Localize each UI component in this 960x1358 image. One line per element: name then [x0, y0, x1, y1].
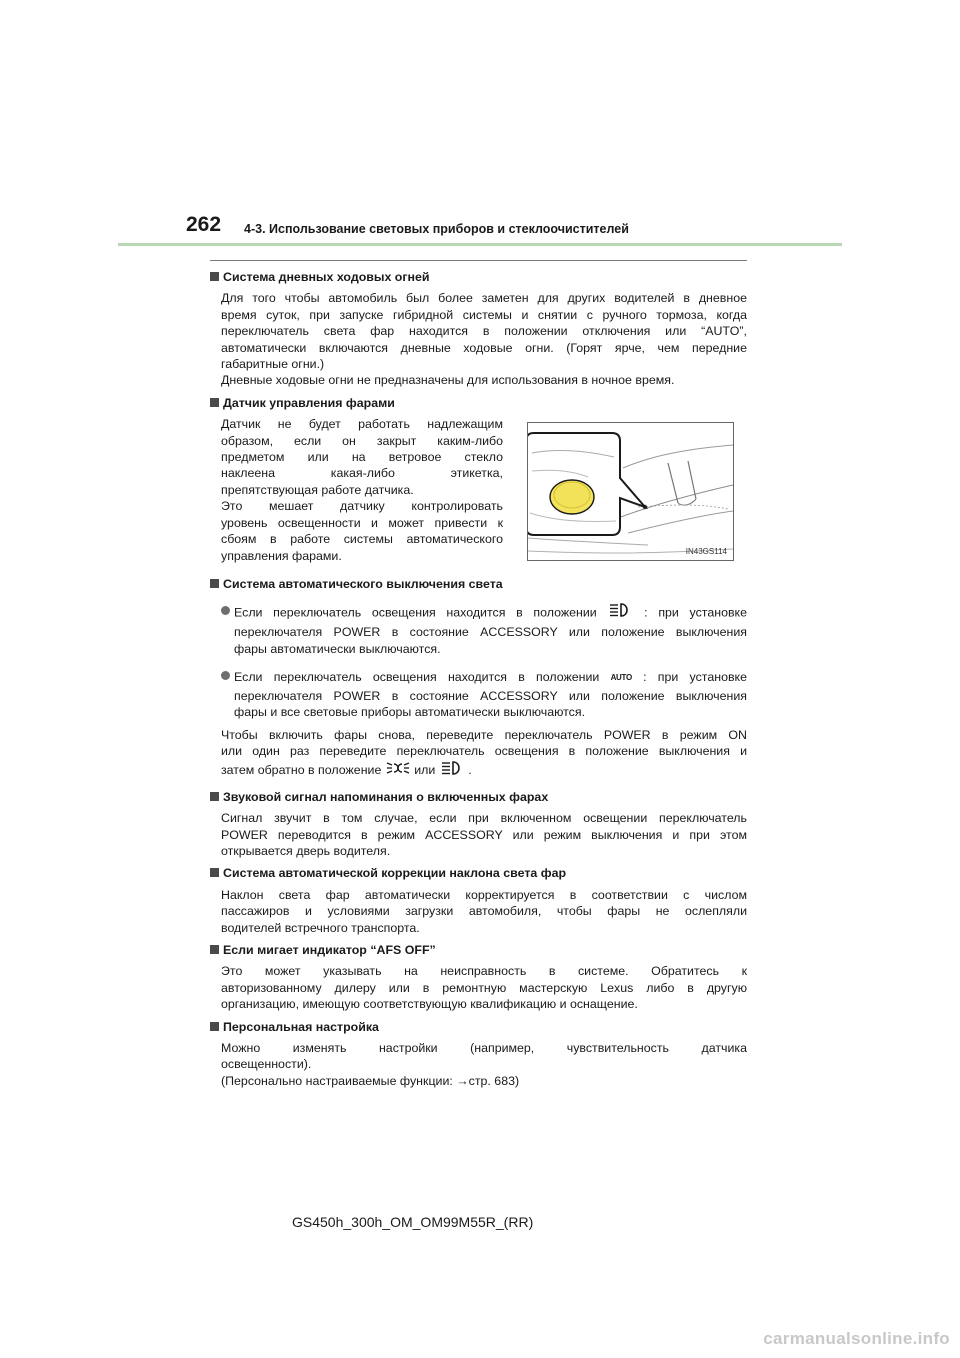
text-line: фары автоматически выключаются. — [234, 641, 441, 656]
paragraph-auto-off-note — [221, 727, 747, 783]
heading-text: Система автоматического выключения света — [223, 576, 503, 591]
heading-text: Система автоматической коррекции наклона света фар — [223, 866, 567, 881]
text-line: Это может указывать на неисправность в системе. Обратитесь к — [221, 964, 747, 979]
heading-buzzer — [210, 789, 747, 805]
heading-customization — [210, 1019, 747, 1035]
dashboard-sensor-drawing — [528, 423, 733, 560]
text-line: Это мешает датчику контролировать — [221, 499, 503, 514]
text-line: препятствующая работе датчика. — [221, 482, 414, 497]
text-line: наклеена какая-либо этикетка, — [221, 466, 503, 481]
heading-text: Система дневных ходовых огней — [223, 270, 430, 284]
text-segment: : при установке — [643, 670, 747, 685]
text-line: предметом или на ветровое стекло — [221, 450, 503, 465]
header-rule — [118, 243, 842, 246]
paragraph-buzzer — [221, 810, 747, 859]
text-line: Датчик не будет работать надлежащим — [221, 417, 503, 432]
section-rule — [210, 260, 747, 261]
text-line: Можно изменять настройки (например, чувствительность датчика — [221, 1040, 747, 1055]
text-line — [234, 602, 747, 624]
headlight-icon — [439, 760, 465, 783]
text-segment: : при установке — [644, 605, 748, 620]
text-line: авторизованному дилеру или в ремонтную мастерскую Lexus либо в другую — [221, 980, 747, 995]
heading-text: Звуковой сигнал напоминания о включенных фарах — [223, 789, 549, 804]
page-content — [210, 264, 747, 1095]
heading-text: Датчик управления фарами — [223, 395, 395, 410]
square-bullet-icon — [210, 579, 219, 588]
watermark: carmanualsonline.info — [763, 1329, 950, 1348]
text-segment: или — [414, 763, 436, 778]
paragraph-drl — [221, 290, 747, 388]
bullet-item-headlight — [221, 602, 747, 657]
heading-text: Персональная настройка — [223, 1019, 379, 1034]
heading-drl — [210, 269, 747, 285]
text-line — [221, 759, 747, 782]
text-line: управления фарами. — [221, 548, 342, 563]
text-line: Для того чтобы автомобиль был более заметен для других водителей в дневное — [221, 291, 747, 306]
text-line: сбоям в работе системы автоматического — [221, 532, 503, 547]
text-line: переключателя POWER в состояние ACCESSORY или положение выключения — [234, 625, 747, 640]
text-line: переключатель света фар находится в положении отключения или “AUTO”, — [221, 324, 747, 339]
text-line: освещенности). — [221, 1057, 312, 1072]
heading-leveling — [210, 865, 747, 881]
round-bullet-icon — [221, 671, 230, 680]
round-bullet-icon — [221, 606, 230, 615]
text-line: Наклон света фар автоматически корректируется в соответствии с числом — [221, 887, 747, 902]
text-line: переключателя POWER в состояние ACCESSORY или положение выключения — [234, 688, 747, 703]
text-line: образом, если он закрыт каким-либо — [221, 433, 503, 448]
heading-sensor — [210, 395, 747, 411]
page-reference-link[interactable]: (Персонально настраиваемые функции: →стр. 683) — [221, 1073, 520, 1088]
square-bullet-icon — [210, 792, 219, 801]
paragraph-afs — [221, 963, 747, 1012]
illustration-code: IN43GS114 — [685, 547, 727, 556]
text-segment: Если переключатель освещения находится в положении — [234, 670, 600, 685]
text-line: организацию, имеющую соответствующую квалификацию и оснащение. — [221, 997, 638, 1012]
text-line: автоматически включаются дневные ходовые огни. (Горят ярче, чем передние — [221, 340, 747, 355]
square-bullet-icon — [210, 1022, 219, 1031]
paragraph-customization — [221, 1040, 747, 1089]
headlight-icon — [607, 602, 633, 624]
parking-light-icon — [385, 760, 411, 782]
text-line: уровень освещенности и может привести к — [221, 515, 503, 530]
text-line — [234, 667, 747, 688]
heading-text: Если мигает индикатор “AFS OFF” — [223, 942, 436, 957]
bullet-item-auto — [221, 667, 747, 721]
text-line: Сигнал звучит в том случае, если при включенном освещении переключатель — [221, 811, 747, 826]
square-bullet-icon — [210, 398, 219, 407]
square-bullet-icon — [210, 945, 219, 954]
text-line: время суток, при запуске гибридной системы и снятии с ручного тормоза, когда — [221, 307, 747, 322]
sensor-illustration — [527, 422, 734, 561]
text-segment: . — [468, 763, 472, 778]
chapter-title: 4-3. Использование световых приборов и стеклоочистителей — [244, 222, 629, 236]
auto-icon: AUTO — [610, 672, 632, 682]
text-line: или один раз переведите переключатель освещения в положение выключения и — [221, 744, 747, 759]
paragraph-leveling — [221, 887, 747, 936]
footer-model-code: GS450h_300h_OM_OM99M55R_(RR) — [292, 1214, 534, 1230]
page-number: 262 — [186, 213, 222, 236]
text-line: пассажиров и условиями загрузки автомобиля, чтобы фары не ослепляли — [221, 904, 747, 919]
heading-auto-off — [210, 576, 747, 592]
heading-afs — [210, 942, 747, 958]
text-line: открывается дверь водителя. — [221, 843, 391, 858]
text-line: Чтобы включить фары снова, переведите переключатель POWER в режим ON — [221, 727, 747, 742]
paragraph-sensor — [221, 416, 503, 564]
text-line: Дневные ходовые огни не предназначены для использования в ночное время. — [221, 373, 675, 388]
square-bullet-icon — [210, 272, 219, 281]
text-segment: Если переключатель освещения находится в положении — [234, 605, 597, 620]
text-segment: затем обратно в положение — [221, 763, 382, 778]
text-line: габаритные огни.) — [221, 357, 325, 372]
square-bullet-icon — [210, 868, 219, 877]
text-line: POWER переводится в режим ACCESSORY или режим выключения и при этом — [221, 827, 747, 842]
text-line: водителей встречного транспорта. — [221, 920, 420, 935]
text-line: фары и все световые приборы автоматически выключаются. — [234, 705, 586, 720]
